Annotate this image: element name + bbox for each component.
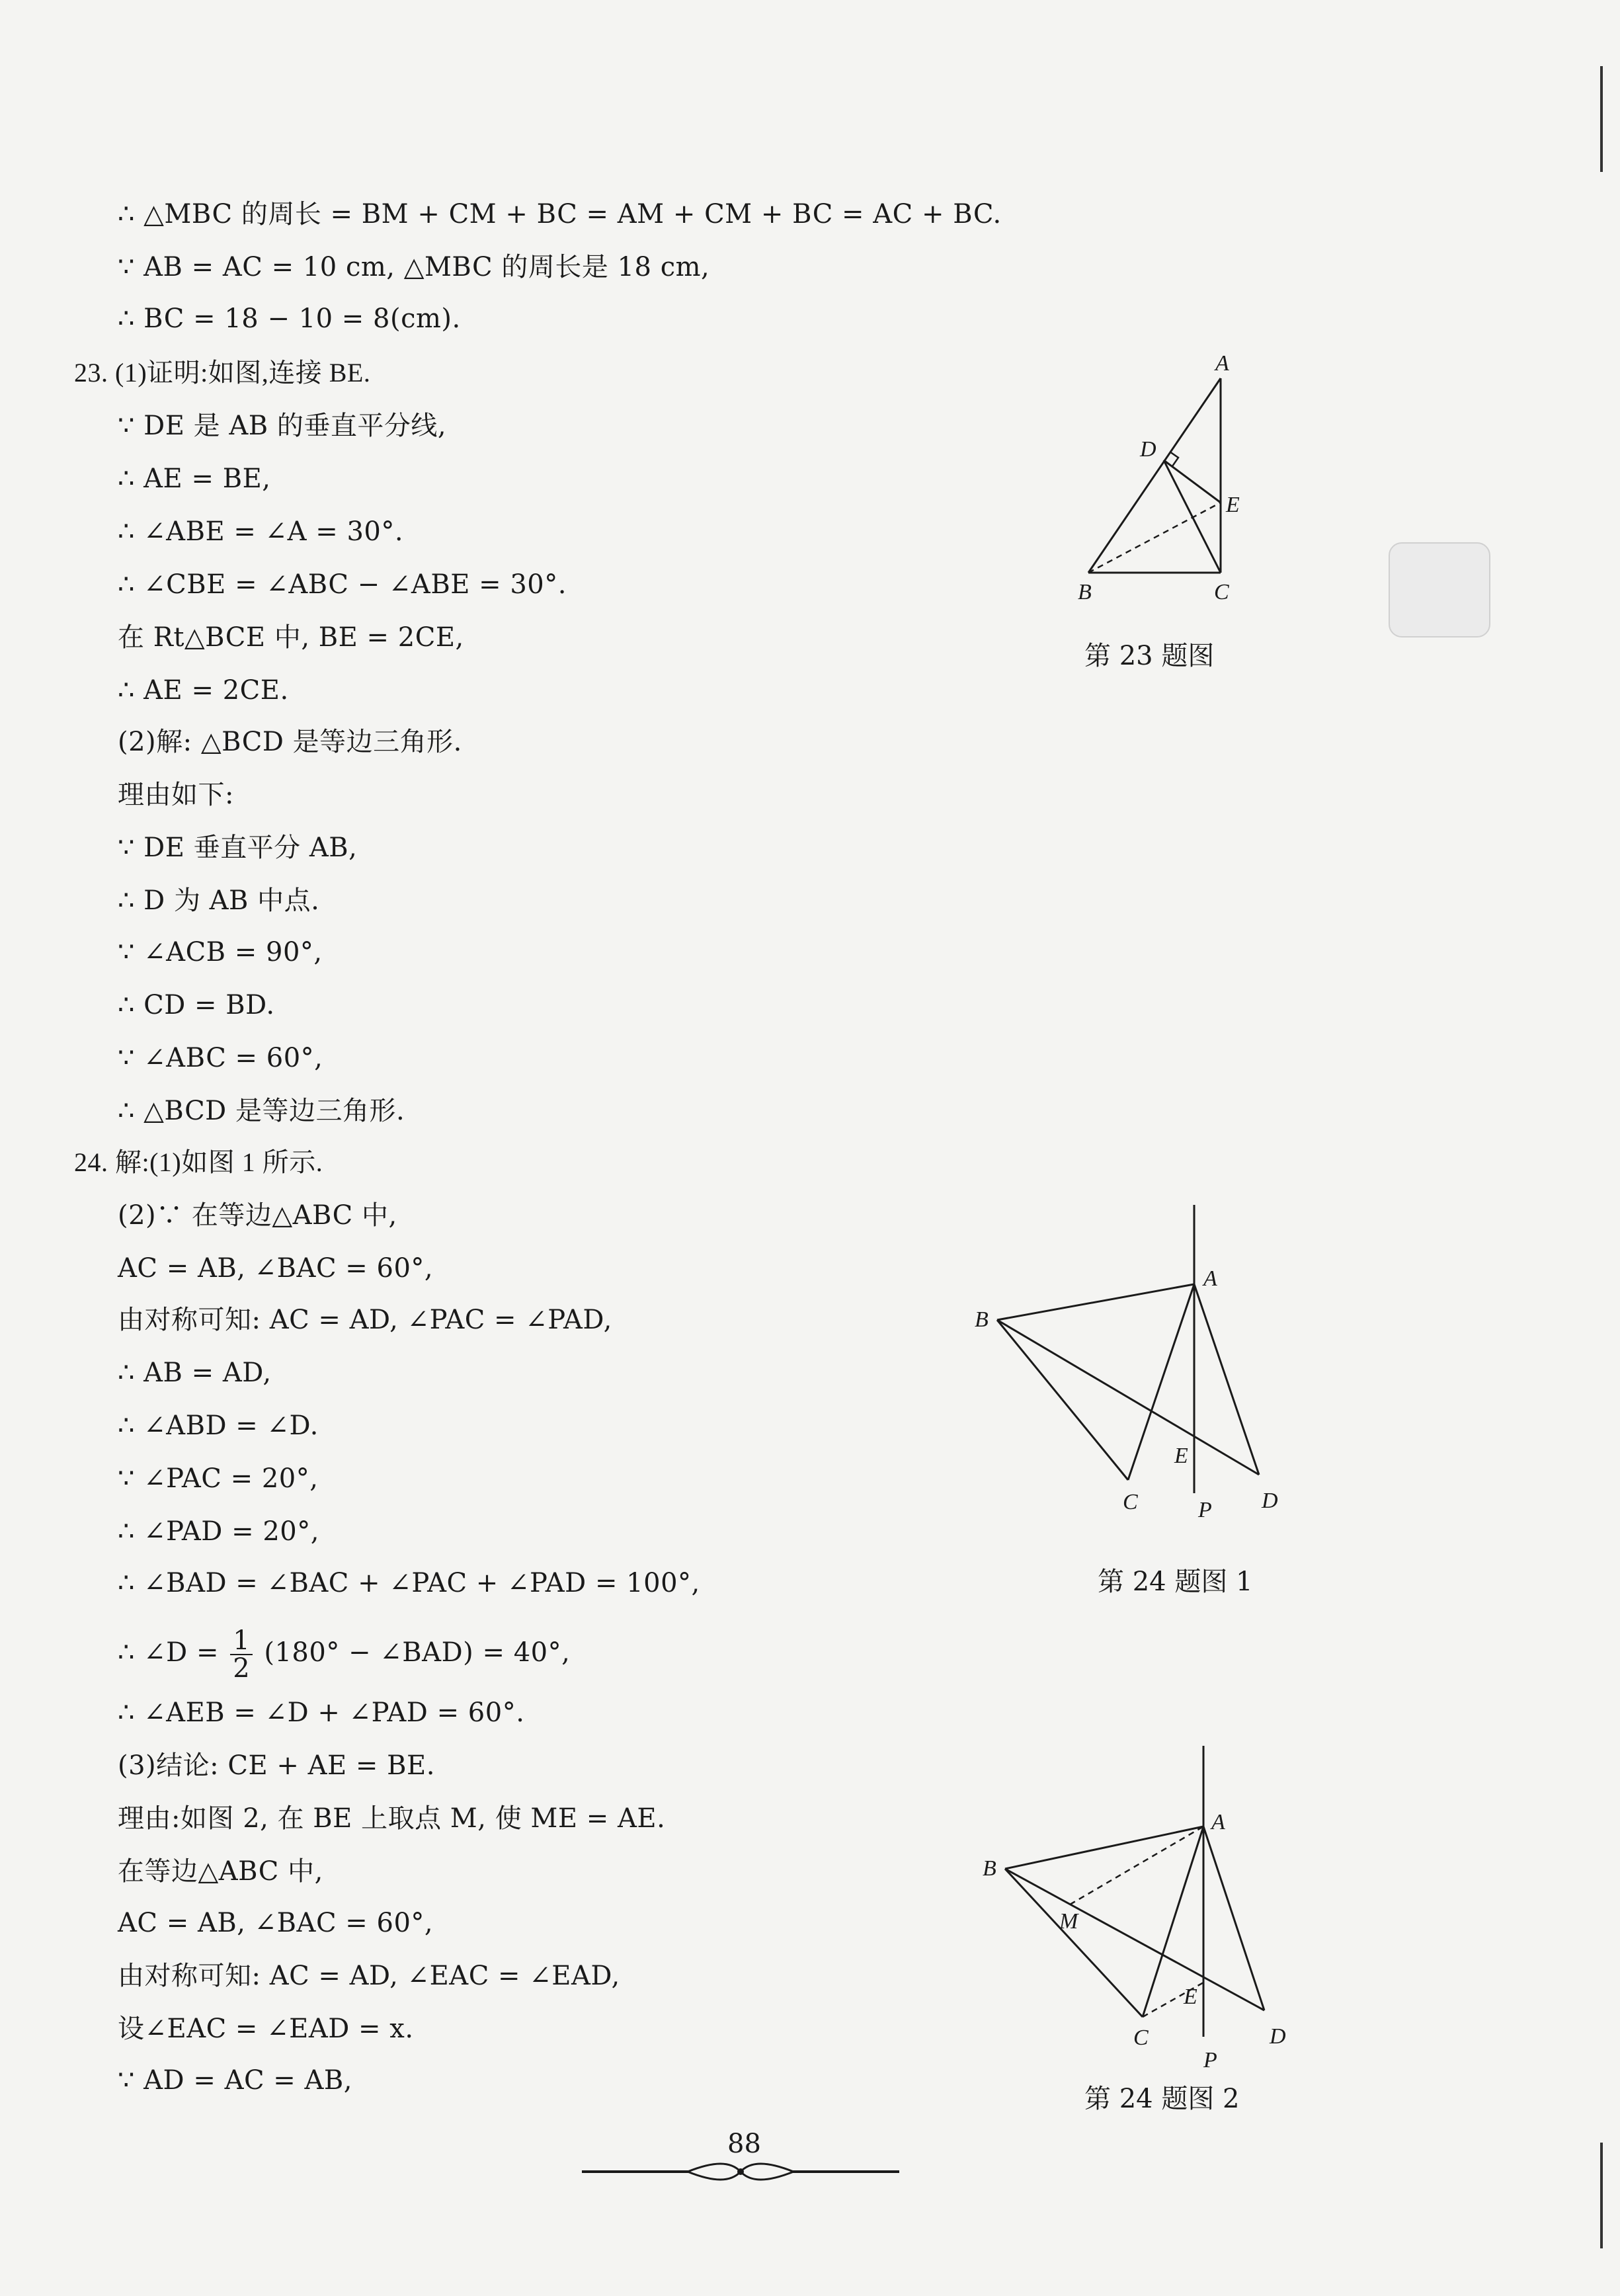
figure-23: [1058, 350, 1283, 602]
text-line-10: ∴ AE = 2CE.: [118, 675, 289, 706]
fraction-line-prefix: ∴ ∠D =: [118, 1637, 219, 1668]
watermark-stamp: [1389, 542, 1490, 637]
fig24-2-label-p: P: [1203, 2048, 1217, 2072]
text-line-30: ∴ ∠AEB = ∠D + ∠PAD = 60°.: [118, 1698, 525, 1728]
text-line-1: ∴ △MBC 的周长 = BM + CM + BC = AM + CM + BC = AC + BC.: [118, 199, 1002, 229]
fig24-1-label-d: D: [1262, 1489, 1278, 1513]
fig24-1-label-e: E: [1174, 1444, 1188, 1468]
fig23-label-e: E: [1226, 493, 1240, 517]
fig24-2-segment-bc: [1005, 1869, 1143, 2017]
fig23-label-a: A: [1215, 351, 1229, 376]
text-line-9: 在 Rt△BCE 中, BE = 2CE,: [118, 622, 464, 653]
figure-24-2: [965, 1739, 1309, 2083]
text-line-22: 由对称可知: AC = AD, ∠PAC = ∠PAD,: [118, 1305, 612, 1335]
text-line-8: ∴ ∠CBE = ∠ABC − ∠ABE = 30°.: [118, 569, 567, 600]
fig24-2-label-c: C: [1133, 2026, 1149, 2050]
fig24-1-label-b: B: [975, 1307, 989, 1332]
fig23-label-c: C: [1214, 580, 1229, 602]
figure-24-2-caption: 第 24 题图 2: [1084, 2084, 1240, 2114]
q24-heading: 24. 解:(1)如图 1 所示.: [74, 1147, 323, 1177]
fig23-right-angle-mark: [1170, 452, 1178, 466]
fig24-2-label-m: M: [1059, 1909, 1078, 1934]
fig24-1-label-c: C: [1123, 1490, 1138, 1514]
text-line-6: ∴ AE = BE,: [118, 464, 271, 494]
fig24-2-label-a: A: [1211, 1810, 1225, 1834]
scan-edge-mark-top: [1600, 66, 1603, 172]
text-line-16: ∴ CD = BD.: [118, 990, 275, 1020]
text-line-31: (3)结论: CE + AE = BE.: [118, 1750, 435, 1781]
text-line-18: ∴ △BCD 是等边三角形.: [118, 1096, 405, 1126]
figure-24-1: [965, 1197, 1309, 1521]
fig24-1-segment-ab: [997, 1284, 1194, 1320]
text-line-13: ∵ DE 垂直平分 AB,: [118, 833, 358, 863]
text-line-7: ∴ ∠ABE = ∠A = 30°.: [118, 516, 404, 547]
text-line-12: 理由如下:: [118, 780, 234, 810]
text-line-5: ∵ DE 是 AB 的垂直平分线,: [118, 411, 447, 441]
q23-heading: 23. (1)证明:如图,连接 BE.: [74, 358, 371, 388]
fraction-numerator: 1: [230, 1627, 253, 1655]
text-line-2: ∵ AB = AC = 10 cm, △MBC 的周长是 18 cm,: [118, 252, 710, 282]
text-line-26: ∴ ∠PAD = 20°,: [118, 1516, 319, 1547]
text-line-25: ∵ ∠PAC = 20°,: [118, 1463, 319, 1494]
fig24-2-segment-ab: [1005, 1826, 1203, 1869]
scan-edge-mark-bottom: [1600, 2143, 1603, 2248]
fig24-2-label-e: E: [1184, 1985, 1197, 2009]
text-line-36: 设∠EAC = ∠EAD = x.: [118, 2014, 414, 2044]
fraction-line: [118, 1623, 570, 1682]
text-line-14: ∴ D 为 AB 中点.: [118, 885, 320, 916]
text-line-37: ∵ AD = AC = AB,: [118, 2065, 352, 2096]
text-line-21: AC = AB, ∠BAC = 60°,: [118, 1253, 434, 1284]
text-line-32: 理由:如图 2, 在 BE 上取点 M, 使 ME = AE.: [118, 1803, 666, 1834]
fig23-label-b: B: [1078, 580, 1092, 602]
text-line-20: (2)∵ 在等边△ABC 中,: [118, 1200, 397, 1231]
fig24-1-label-a: A: [1203, 1266, 1217, 1291]
fraction-line-suffix: (180° − ∠BAD) = 40°,: [264, 1637, 571, 1668]
fig24-1-segment-ad: [1194, 1284, 1259, 1475]
fig23-segment-dc: [1164, 460, 1221, 573]
text-line-17: ∵ ∠ABC = 60°,: [118, 1043, 323, 1073]
fraction-denominator: 2: [233, 1653, 251, 1684]
fig23-label-d: D: [1140, 437, 1156, 462]
text-line-34: AC = AB, ∠BAC = 60°,: [118, 1908, 434, 1938]
figure-24-1-caption: 第 24 题图 1: [1098, 1567, 1253, 1597]
fig24-2-label-d: D: [1270, 2024, 1286, 2049]
text-line-27: ∴ ∠BAD = ∠BAC + ∠PAC + ∠PAD = 100°,: [118, 1568, 700, 1598]
text-line-35: 由对称可知: AC = AD, ∠EAC = ∠EAD,: [118, 1961, 620, 1991]
fig23-segment-de: [1164, 460, 1221, 503]
figure-23-caption: 第 23 题图: [1084, 641, 1215, 671]
page-ornament: [582, 2158, 899, 2185]
page-number: 88: [727, 2129, 761, 2159]
text-line-23: ∴ AB = AD,: [118, 1358, 272, 1388]
text-line-33: 在等边△ABC 中,: [118, 1856, 323, 1887]
fig24-2-segment-am-dashed: [1070, 1826, 1203, 1905]
fig23-segment-be-dashed: [1088, 503, 1221, 573]
fig24-2-label-b: B: [983, 1856, 996, 1881]
text-line-11: (2)解: △BCD 是等边三角形.: [118, 727, 462, 757]
fig24-1-label-p: P: [1198, 1498, 1212, 1521]
text-line-3: ∴ BC = 18 − 10 = 8(cm).: [118, 304, 461, 334]
fig23-segment-ab: [1088, 378, 1221, 573]
fraction-one-half: [230, 1627, 253, 1682]
fig24-1-segment-bd: [997, 1320, 1259, 1475]
fig24-1-segment-bc: [997, 1320, 1128, 1480]
text-line-15: ∵ ∠ACB = 90°,: [118, 937, 323, 967]
text-line-24: ∴ ∠ABD = ∠D.: [118, 1411, 319, 1441]
